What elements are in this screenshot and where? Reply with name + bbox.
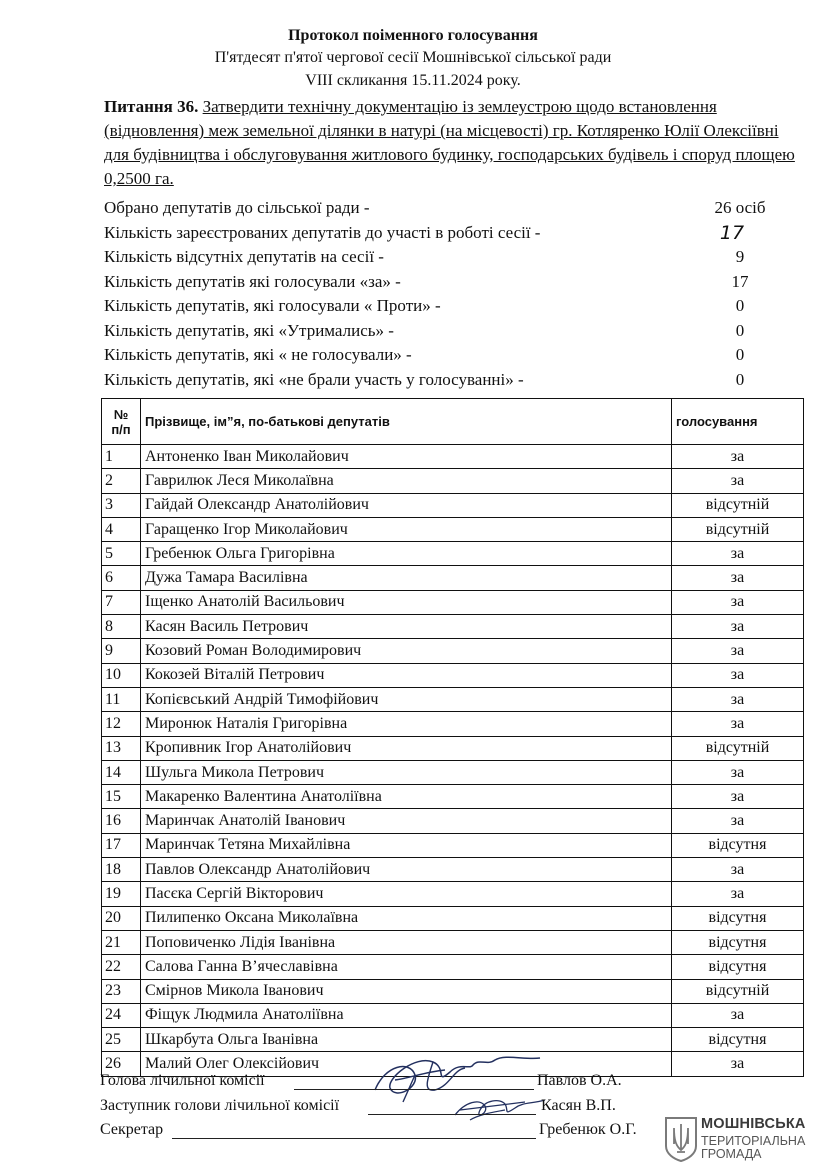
deputy-name: Антоненко Іван Миколайович [141, 445, 672, 469]
table-row [102, 906, 804, 930]
deputy-name: Смірнов Микола Іванович [141, 979, 672, 1003]
stat-row [104, 196, 804, 221]
vote-result: відсутній [672, 517, 804, 541]
vote-result: за [672, 1052, 804, 1076]
header-number [102, 399, 141, 445]
stat-value: 0 [735, 320, 745, 340]
signature-line-deputy [100, 1097, 660, 1121]
document-title: Протокол поіменного голосування [288, 27, 538, 44]
vote-result: за [672, 639, 804, 663]
vote-result: за [672, 687, 804, 711]
vote-result: відсутня [672, 906, 804, 930]
stat-label: Кількість депутатів які голосували «за» - [104, 271, 401, 291]
deputy-name: Поповиченко Лідія Іванівна [141, 930, 672, 954]
table-row [102, 712, 804, 736]
deputy-name: Кокозей Віталій Петрович [141, 663, 672, 687]
stat-label: Обрано депутатів до сільської ради - [104, 198, 370, 217]
row-number: 11 [102, 687, 141, 711]
deputy-name: Копієвський Андрій Тимофійович [141, 687, 672, 711]
row-number: 13 [102, 736, 141, 760]
signature-line-secretary [100, 1121, 660, 1145]
stat-label: Кількість депутатів, які голосували « Проти» - [104, 296, 441, 315]
deputy-name: Шкарбута Ольга Іванівна [141, 1028, 672, 1052]
table-row [102, 736, 804, 760]
trident-icon [664, 1116, 698, 1162]
row-number: 25 [102, 1028, 141, 1052]
row-number: 9 [102, 639, 141, 663]
stat-label: Кількість зареєстрованих депутатів до участі в роботі сесії - [104, 222, 541, 242]
deputy-name: Гребенюк Ольга Григорівна [141, 542, 672, 566]
signatory-name: Касян В.П. [541, 1097, 616, 1114]
stat-row [104, 245, 804, 270]
row-number: 15 [102, 785, 141, 809]
table-row [102, 639, 804, 663]
table-row [102, 590, 804, 614]
deputy-name: Фіщук Людмила Анатоліївна [141, 1003, 672, 1027]
table-row [102, 785, 804, 809]
deputy-name: Кропивник Ігор Анатолійович [141, 736, 672, 760]
vote-result: за [672, 663, 804, 687]
vote-result: відсутня [672, 833, 804, 857]
header-number-text: № [113, 406, 129, 422]
stat-row [104, 294, 804, 319]
row-number: 18 [102, 858, 141, 882]
logo-subtitle: ГРОМАДА [701, 1147, 762, 1161]
vote-result: за [672, 1003, 804, 1027]
table-row [102, 615, 804, 639]
vote-result: відсутня [672, 930, 804, 954]
deputy-name: Миронюк Наталія Григорівна [141, 712, 672, 736]
signature-line-chair [100, 1072, 660, 1096]
table-row [102, 663, 804, 687]
signatory-name: Гребенюк О.Г. [539, 1121, 637, 1138]
stat-row [104, 319, 804, 344]
table-row [102, 979, 804, 1003]
table-row [102, 493, 804, 517]
table-row [102, 955, 804, 979]
table-row [102, 882, 804, 906]
vote-result: за [672, 858, 804, 882]
table-row [102, 542, 804, 566]
row-number: 3 [102, 493, 141, 517]
table-row [102, 930, 804, 954]
row-number: 4 [102, 517, 141, 541]
vote-result: за [672, 566, 804, 590]
stat-label: Кількість відсутніх депутатів на сесії - [104, 247, 384, 266]
deputy-name: Салова Ганна В’ячеславівна [141, 955, 672, 979]
logo-brand: МОШНІВСЬКА [701, 1116, 806, 1132]
table-row [102, 687, 804, 711]
table-row [102, 566, 804, 590]
stat-value-handwritten: 17 [719, 221, 745, 244]
table-row [102, 833, 804, 857]
deputy-name: Маринчак Тетяна Михайлівна [141, 833, 672, 857]
session-subtitle: П'ятдесят п'ятої чергової сесії Мошнівської сільської ради [214, 49, 612, 66]
stat-row [104, 368, 804, 393]
logo-subtitle: ТЕРИТОРІАЛЬНА [701, 1134, 806, 1148]
stat-label: Кількість депутатів, які «Утримались» - [104, 320, 394, 340]
stat-row [104, 270, 804, 295]
deputy-name: Касян Василь Петрович [141, 615, 672, 639]
header-number-text: п/п [111, 421, 131, 437]
signatory-name: Павлов О.А. [537, 1072, 622, 1089]
deputy-name: Малий Олег Олексійович [141, 1052, 672, 1076]
row-number: 21 [102, 930, 141, 954]
signature-label: Голова лічильної комісії [100, 1072, 265, 1089]
community-logo [664, 1116, 824, 1166]
table-row [102, 809, 804, 833]
signature-label: Заступник голови лічильної комісії [100, 1097, 340, 1114]
deputy-name: Пилипенко Оксана Миколаївна [141, 906, 672, 930]
stat-value: 17 [731, 271, 749, 291]
row-number: 12 [102, 712, 141, 736]
row-number: 10 [102, 663, 141, 687]
vote-result: за [672, 542, 804, 566]
question-label: Питання 36 [104, 97, 195, 116]
row-number: 22 [102, 955, 141, 979]
vote-result: за [672, 809, 804, 833]
row-number: 5 [102, 542, 141, 566]
stat-value: 0 [735, 369, 745, 389]
row-number: 23 [102, 979, 141, 1003]
stat-label: Кількість депутатів, які «не брали участь у голосуванні» - [104, 369, 524, 389]
table-header-row [102, 399, 804, 445]
deputy-name: Шульга Микола Петрович [141, 760, 672, 784]
deputy-name: Пасєка Сергій Вікторович [141, 882, 672, 906]
vote-statistics [104, 196, 804, 392]
signature-label: Секретар [100, 1121, 164, 1138]
deputy-name: Гаращенко Ігор Миколайович [141, 517, 672, 541]
vote-result: відсутній [672, 979, 804, 1003]
row-number: 24 [102, 1003, 141, 1027]
vote-result: за [672, 882, 804, 906]
convocation-date: VIII скликання 15.11.2024 року. [305, 72, 521, 89]
row-number: 7 [102, 590, 141, 614]
stat-label: Кількість депутатів, які « не голосували» - [104, 345, 412, 364]
vote-result: відсутня [672, 955, 804, 979]
row-number: 14 [102, 760, 141, 784]
vote-result: за [672, 712, 804, 736]
table-row [102, 858, 804, 882]
row-number: 1 [102, 445, 141, 469]
header-name: Прізвище, ім”я, по-батькові депутатів [141, 399, 672, 445]
stat-row [104, 343, 804, 368]
stat-value: 9 [735, 247, 745, 266]
row-number: 20 [102, 906, 141, 930]
deputy-name: Гаврилюк Леся Миколаївна [141, 469, 672, 493]
table-row [102, 445, 804, 469]
vote-result: за [672, 590, 804, 614]
stat-value: 0 [735, 345, 745, 364]
row-number: 2 [102, 469, 141, 493]
header-vote: голосування [672, 399, 804, 445]
row-number: 17 [102, 833, 141, 857]
table-row [102, 517, 804, 541]
stat-row [104, 221, 804, 246]
vote-result: відсутній [672, 736, 804, 760]
deputy-name: Павлов Олександр Анатолійович [141, 858, 672, 882]
row-number: 16 [102, 809, 141, 833]
row-number: 26 [102, 1052, 141, 1076]
table-row [102, 760, 804, 784]
vote-result: за [672, 615, 804, 639]
vote-result: відсутня [672, 1028, 804, 1052]
deputy-name: Іщенко Анатолій Васильович [141, 590, 672, 614]
vote-result: за [672, 760, 804, 784]
question-text: Затвердити технічну документацію із землеустрою щодо встановлення (відновлення) меж земельної ділянки в натурі (на місцевості) гр. Котляренко Юлії Олексіївні для будівництва і обслуговування житлового будинку, господарських будівель і споруд площею 0,2500 га. [104, 97, 795, 188]
row-number: 6 [102, 566, 141, 590]
question-block: Питання 36. Затвердити технічну документацію із землеустрою щодо встановлення (відновлення) меж земельної ділянки в натурі (на місцевості) гр. Котляренко Юлії Олексіївні для будівництва і обслуговування житлового будинку, господарських будівель і споруд площею 0,2500 га. [104, 97, 795, 188]
row-number: 8 [102, 615, 141, 639]
stat-value: 0 [735, 296, 745, 315]
vote-result: відсутній [672, 493, 804, 517]
row-number: 19 [102, 882, 141, 906]
table-row [102, 1003, 804, 1027]
roll-call-table [101, 398, 804, 1077]
deputy-name: Гайдай Олександр Анатолійович [141, 493, 672, 517]
vote-result: за [672, 445, 804, 469]
deputy-name: Козовий Роман Володимирович [141, 639, 672, 663]
vote-result: за [672, 785, 804, 809]
deputy-name: Маринчак Анатолій Іванович [141, 809, 672, 833]
deputy-name: Дужа Тамара Василівна [141, 566, 672, 590]
vote-result: за [672, 469, 804, 493]
table-row [102, 469, 804, 493]
stat-value: 26 осіб [714, 198, 766, 217]
deputy-name: Макаренко Валентина Анатоліївна [141, 785, 672, 809]
